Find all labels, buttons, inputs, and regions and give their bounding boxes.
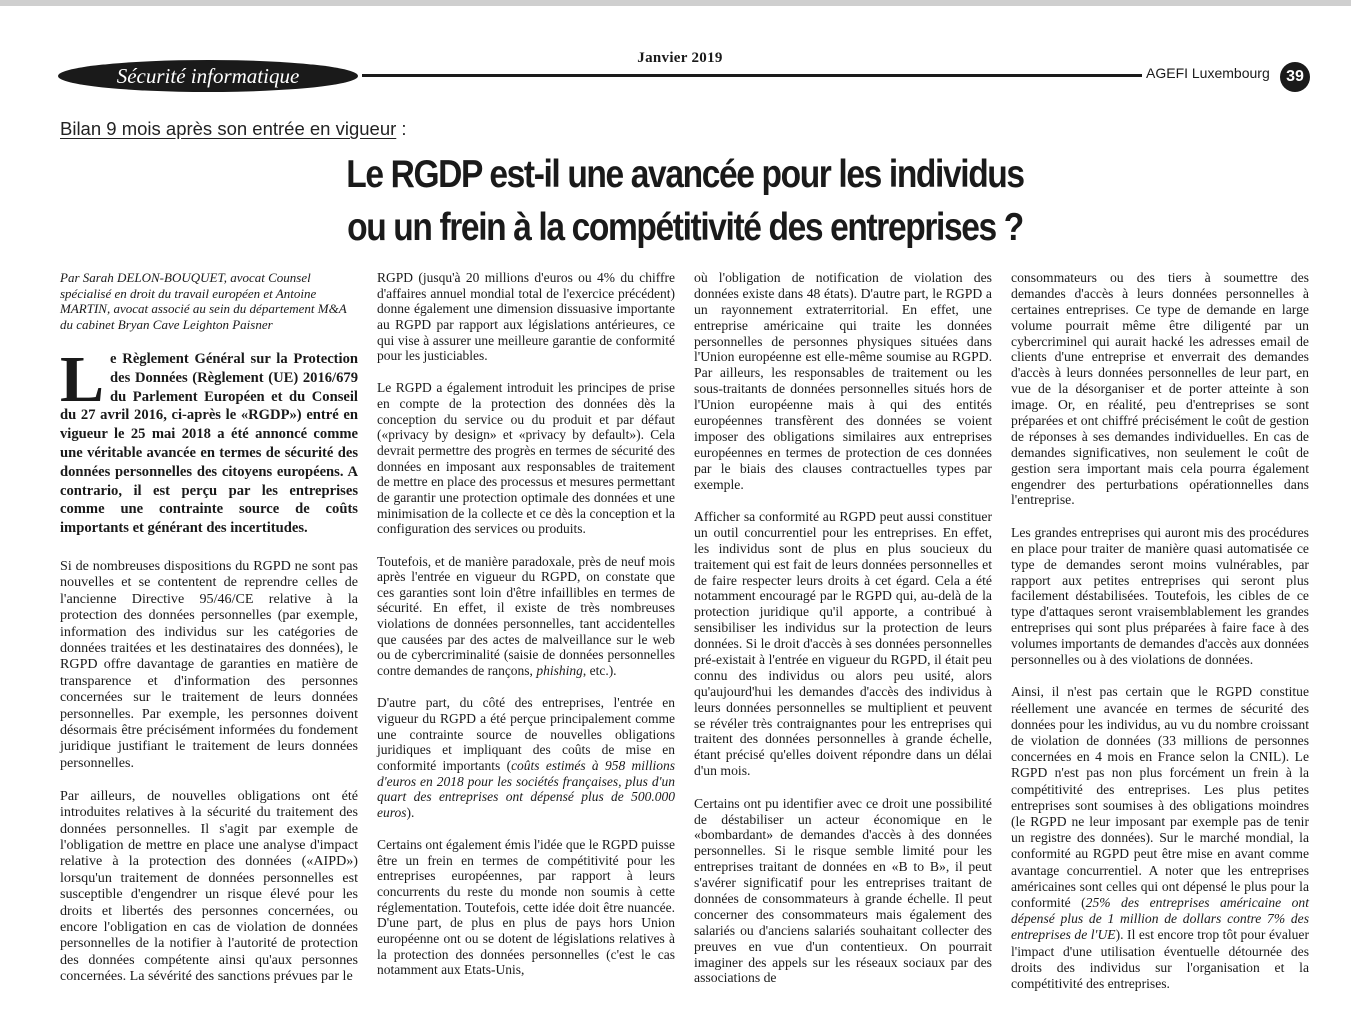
article-column-4 bbox=[1011, 270, 1309, 1009]
publication-name: AGEFI Luxembourg bbox=[1146, 65, 1270, 81]
text-run: , etc.). bbox=[582, 663, 617, 679]
body-paragraph: Certains ont pu identifier avec ce droit une possibilité de déstabiliser un acteur économique en le «bombardant» de demandes d'accès à des données personnelles. Si le risque semble limité pour les entreprises traitant de données en «B to B», il peut s'avérer significatif pour les entreprises traitant de données de consommateurs à grande échelle. Il peut concerner des consommateurs mais également des salariés ou d'anciens salariés souhaitant collecter des preuves en vue d'un contentieux. On pourrait imaginer des appels sur les réseaux sociaux par des associations de bbox=[694, 795, 992, 986]
body-paragraph: Par ailleurs, de nouvelles obligations ont été introduites relatives à la sécurité du traitement des données personnelles. Il s'agit par exemple de l'obligation de mettre en place une analyse d'impact relative à la protection des données («AIPD») lorsqu'un traitement de données personnelles est susceptible d'engendrer un risque élevé pour les droits et libertés des personnes concernées, ou encore l'obligation en cas de violation de données personnelles de la notifier à l'autorité de protection des données compétente ainsi qu'aux personnes concernées. La sévérité des sanctions prévues par le bbox=[60, 787, 358, 985]
top-border bbox=[0, 0, 1351, 6]
byline: Par Sarah DELON-BOUQUET, avocat Counsel spécialisé en droit du travail européen et Antoine MARTIN, avocat associé au sein du département M&A du cabinet Bryan Cave Leighton Paisner bbox=[60, 270, 347, 332]
body-paragraph: Les grandes entreprises qui auront mis des procédures en place pour traiter de manière quasi automatisée ce type de demandes seront moins vulnérables, par rapport aux petites entreprises qui seront plus facilement déstabilisées. Toutefois, les cibles de ce type d'attaques seront vraisemblablement les grandes entreprises qui sont plus préparées à faire face à des volumes importants de demandes d'accès aux données personnelles ou à des violations de données. bbox=[1011, 524, 1309, 667]
article-column-2 bbox=[377, 270, 675, 994]
lead-paragraph bbox=[60, 343, 358, 538]
body-paragraph: Si de nombreuses dispositions du RGPD ne sont pas nouvelles et se contentent de reprendre celles de l'ancienne Directive 95/46/CE relative à la protection des données personnelles (par exemple, information des individus sur les catégories de données traitées et les destinataires des données), le RGPD offre davantage de garanties en matière de transparence et d'information des personnes concernées sur le traitement de leurs données personnelles. Par exemple, les personnes doivent désormais être précisément informées du fondement juridique justifiant le traitement de leurs données personnelles. bbox=[60, 557, 358, 771]
article-kicker bbox=[60, 118, 407, 140]
body-paragraph: où l'obligation de notification de violation des données existe dans 48 états). D'autre part, le RGPD a un rayonnement extraterritorial. En effet, une entreprise américaine qui traite les données personnelles de personnes physiques situées dans l'Union européenne est elle-même soumise au RGPD. Par ailleurs, les responsables de traitement ou les sous-traitants de données personnelles situés hors de l'Union européenne mais à qui des entités européennes transfèrent des données se voient imposer des obligations similaires aux entreprises européennes en termes de protection de ces données par le biais des clauses contractuelles types par exemple. bbox=[694, 270, 992, 492]
kicker-text: Bilan 9 mois après son entrée en vigueur bbox=[60, 118, 397, 139]
text-run: Toutefois, et de manière paradoxale, près de neuf mois après l'entrée en vigueur du RGPD, on constate que ces garanties sont loin d'être infaillibles en termes de sécurité. En effet, il existe de très nombreuses violations de données personnelles, tant accidentelles que causées par des actes de malveillance sur le web ou de cybercriminalité (saisie de données personnelles contre demandes de rançons, bbox=[377, 553, 675, 679]
body-paragraph: Le RGPD a également introduit les principes de prise en compte de la protection des données dès la conception du service ou du produit et par défaut («privacy by design» et «privacy by default»). Cela devrait permettre des progrès en termes de sécurité des données en imposant aux responsables de traitement de mettre en place des processus et mesures permettant de garantir une protection optimale des données et une minimisation de la collecte et ce dès la conception et la configuration des services ou produits. bbox=[377, 380, 675, 537]
page-number-badge: 39 bbox=[1280, 62, 1310, 92]
italic-note: 25% des entreprises américaine ont dépensé plus de 1 million de dollars contre 7% des entreprises de l'UE bbox=[1011, 895, 1309, 943]
headline-line-1: Le RGDP est-il une avancée pour les individus bbox=[346, 153, 1024, 196]
body-paragraph bbox=[377, 554, 675, 679]
italic-term: phishing bbox=[536, 663, 583, 679]
article-column-1 bbox=[60, 270, 358, 1001]
header-rule bbox=[362, 74, 1142, 77]
lead-text: e Règlement Général sur la Protection des Données (Règlement (UE) 2016/679 du Parlement Européen et du Conseil du 27 avril 2016, ci-après le «RGDP») entré en vigueur le 25 mai 2018 a été annoncé comme une véritable avancée en termes de sécurité des données personnelles des citoyens européens. A contrario, il est perçu par les entreprises comme une contrainte source de coûts importants et générant des incertitudes. bbox=[60, 351, 358, 537]
headline-line-2: ou un frein à la compétitivité des entreprises ? bbox=[347, 206, 1023, 249]
text-run: D'autre part, du côté des entreprises, l'entrée en vigueur du RGPD a été perçue principalement comme une contrainte source de nouvelles obligations juridiques et impliquant des coûts de mise en conformité importants ( bbox=[377, 695, 675, 773]
text-run: ). bbox=[406, 804, 415, 820]
body-paragraph: Afficher sa conformité au RGPD peut aussi constituer un outil concurrentiel pour les entreprises. En effet, les individus sont de plus en plus soucieux du traitement qui est fait de leurs données personnelles et de faire respecter leurs droits à cet égard. Cela a été notamment encouragé par le RGPD qui, au-delà de la protection juridique qu'il apporte, a contribué à sensibiliser les individus sur la protection de leurs données. Si le droit d'accès à ses données personnelles pré-existait à l'entrée en vigueur du RGPD, il était peu connu des individus ou alors peu usité, alors qu'aujourd'hui les demandes d'accès des individus à leurs données personnelles se multiplient et peuvent se révéler très contraignantes pour les entreprises qui traitent des données personnelles à grande échelle, étant précisé qu'elles doivent répondre dans un délai d'un mois. bbox=[694, 508, 992, 779]
section-rubric: Sécurité informatique bbox=[58, 60, 358, 92]
body-paragraph: consommateurs ou des tiers à soumettre des demandes d'accès à leurs données personnelles à certaines entreprises. Ce type de demande en large volume pourrait même être diligenté par un cybercriminel qui aurait hacké les adresses email de clients d'une entreprise et enverrait des demandes d'accès à leurs données personnelles de leur part, en vue de la désorganiser et de porter atteinte à son image. Or, en réalité, peu d'entreprises se sont préparées et ont chiffré précisément le coût de gestion de réponses à ses demandes individuelles. En cas de demandes significatives, non seulement le coût de gestion sera important mais cela pourra également engendrer des perturbations opérationnelles dans l'entreprise. bbox=[1011, 270, 1309, 508]
text-run: Ainsi, il n'est pas certain que le RGPD constitue réellement une avancée en termes de sécurité des données pour les individus, au vu du nombre croissant de violation de données (33 millions de personnes concernées en 4 mois en France selon la CNIL). Le RGPD n'est pas non plus forcément un frein à la compétitivité des entreprises. Les plus petites entreprises sont soumises à des obligations moindres (le RGPD ne leur imposant par exemple pas de tenir un registre des données). Sur le marché mondial, la conformité au RGPD peut être mise en avant comme avantage concurrentiel. A noter que les entreprises américaines sont celles qui ont dépensé le plus pour la conformité ( bbox=[1011, 684, 1309, 911]
article-column-3 bbox=[694, 270, 992, 1003]
body-paragraph bbox=[1011, 684, 1309, 992]
body-paragraph: RGPD (jusqu'à 20 millions d'euros ou 4% du chiffre d'affaires annuel mondial total de l'exercice précédent) donne également une dimension dissuasive importante au RGPD par rapport aux législations antérieures, ce qui vise à assurer une meilleure garantie de conformité pour les justiciables. bbox=[377, 270, 675, 364]
italic-note: coûts estimés à 958 millions d'euros en 2018 pour les sociétés françaises, plus d'un quart des entreprises ont dépensé plus de 500.000 euros bbox=[377, 757, 675, 820]
body-paragraph: Certains ont également émis l'idée que le RGPD puisse être un frein en termes de compétitivité pour les entreprises européennes, par rapport à leurs concurrents du reste du monde non soumis à cette réglementation. Toutefois, cette idée doit être nuancée. D'une part, de plus en plus de pays hors Union européenne ont ou se dotent de législations relatives à la protection des données personnelles (c'est le cas notamment aux Etats-Unis, bbox=[377, 837, 675, 978]
body-paragraph bbox=[377, 695, 675, 820]
drop-cap: L bbox=[60, 343, 105, 416]
issue-date: Janvier 2019 bbox=[637, 50, 723, 66]
article-headline bbox=[148, 148, 1223, 254]
kicker-separator: : bbox=[396, 118, 407, 139]
text-run: ). Il est encore trop tôt pour évaluer l'impact d'une utilisation éventuelle détournée des droits des individus sur l'organisation et la compétitivité des entreprises. bbox=[1011, 927, 1309, 992]
